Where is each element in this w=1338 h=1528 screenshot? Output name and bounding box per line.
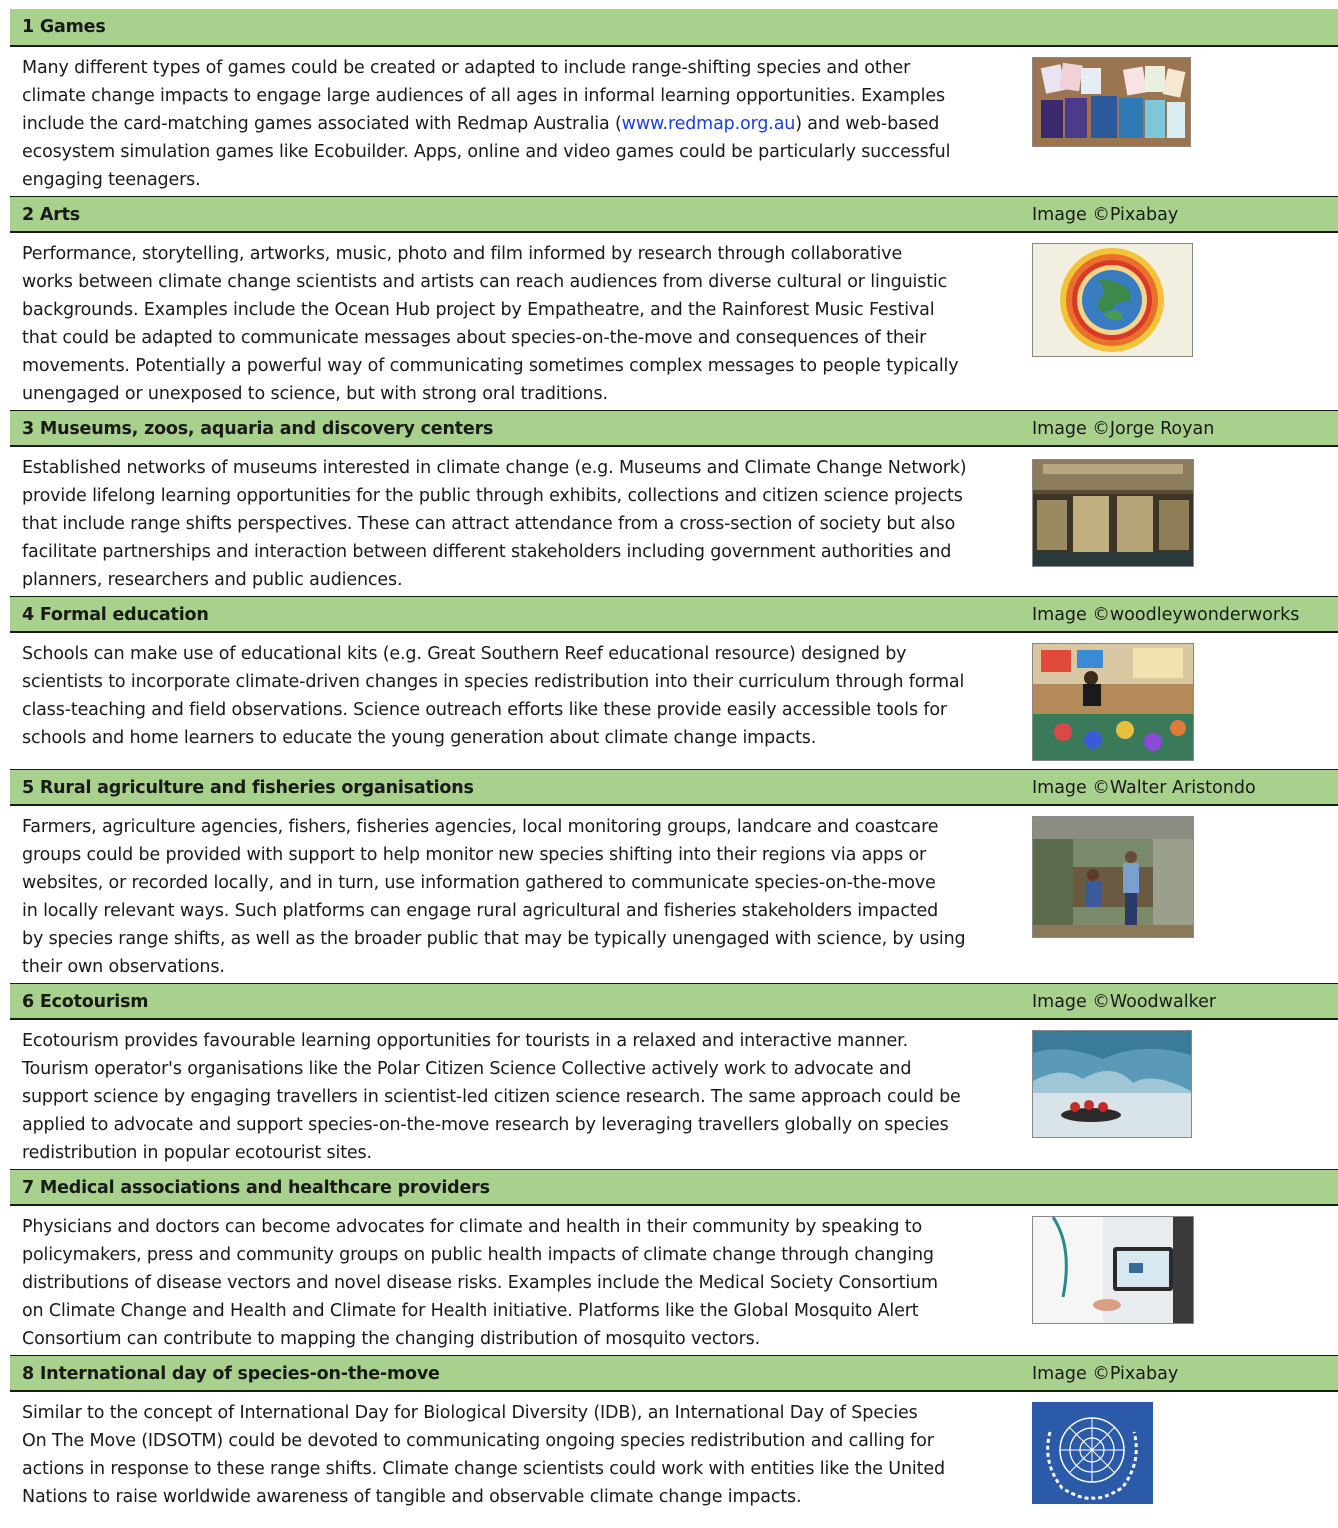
- row-title: 4 Formal education: [22, 605, 209, 625]
- row-title: 7 Medical associations and healthcare providers: [22, 1178, 490, 1198]
- image-credit: Image ©Woodwalker: [1032, 992, 1217, 1012]
- image-credit: Image ©woodleywonderworks: [1032, 605, 1300, 625]
- row-body-international-day: [10, 1392, 1338, 1528]
- museum-hall-image: [1033, 460, 1193, 566]
- image-credit: Image ©Jorge Royan: [1032, 419, 1215, 439]
- row-body-ecotourism: [10, 1020, 1338, 1170]
- row-body-medical: [10, 1206, 1338, 1356]
- row-title: 5 Rural agriculture and fisheries organisations: [22, 778, 474, 798]
- row-header-rural: [10, 770, 1338, 806]
- row-body-arts: [10, 233, 1338, 411]
- row-body-formal-education: [10, 633, 1338, 770]
- card-game-image: [1033, 58, 1190, 146]
- image-credit: Image ©Walter Aristondo: [1032, 778, 1256, 798]
- row-header-medical: [10, 1170, 1338, 1206]
- row-description: Performance, storytelling, artworks, music, photo and film informed by research through collaborative works between climate change scientists and artists can reach audiences from diverse cultural or linguistic backgrounds. Examples include the Ocean Hub project by Empatheatre, and the Rainforest Music Festival that could be adapted to communicate messages about species-on-the-move and consequences of their movements. Potentially a powerful way of communicating sometimes complex messages to people typically unengaged or unexposed to science, but with strong oral traditions.: [22, 244, 959, 404]
- card-game-photo: [1032, 57, 1191, 147]
- earth-painting-image: [1033, 244, 1192, 356]
- classroom-photo: [1032, 643, 1194, 761]
- row-header-formal-education: [10, 597, 1338, 633]
- description-part: Many different types of games could be created or adapted to include range-shifting species and other climate change impacts to engage large audiences of all ages in informal learning opportunities. Examples include the card-matching games associated with Redmap Australia (: [22, 58, 945, 134]
- museum-hall-photo: [1032, 459, 1194, 567]
- un-emblem: [1032, 1402, 1153, 1504]
- row-description: Similar to the concept of International Day for Biological Diversity (IDB), an International Day of Species On The Move (IDSOTM) could be devoted to communicating ongoing species redistribution and calling for actions in response to these range shifts. Climate change scientists could work with entities like the United Nations to raise worldwide awareness of tangible and observable climate change impacts.: [22, 1403, 945, 1507]
- row-body-games: [10, 47, 1338, 197]
- row-title: 1 Games: [22, 17, 106, 37]
- row-title: 6 Ecotourism: [22, 992, 149, 1012]
- glacier-boat-photo: [1032, 1030, 1192, 1138]
- glacier-boat-image: [1033, 1031, 1191, 1137]
- description-part: ) and web-based ecosystem simulation games like Ecobuilder. Apps, online and video games could be particularly successful engaging teenagers.: [22, 114, 951, 190]
- farmers-photo: [1032, 816, 1194, 938]
- row-header-ecotourism: [10, 984, 1338, 1020]
- image-credit: Image ©Pixabay: [1032, 205, 1179, 225]
- row-description: [22, 54, 1012, 194]
- redmap-link[interactable]: www.redmap.org.au: [621, 114, 796, 134]
- row-header-museums: [10, 411, 1338, 447]
- row-title: 3 Museums, zoos, aquaria and discovery centers: [22, 419, 494, 439]
- un-emblem-image: [1032, 1402, 1153, 1504]
- row-description: Farmers, agriculture agencies, fishers, fisheries agencies, local monitoring groups, landcare and coastcare groups could be provided with support to help monitor new species shifting into their regions via apps or websites, or recorded locally, and in turn, use information gathered to communicate species-on-the-move in locally relevant ways. Such platforms can engage rural agricultural and fisheries stakeholders impacted by species range shifts, as well as the broader public that may be typically unengaged with science, by using their own observations.: [22, 817, 966, 977]
- doctor-tablet-image: [1033, 1217, 1193, 1323]
- row-title: 8 International day of species-on-the-move: [22, 1364, 440, 1384]
- row-header-international-day: [10, 1356, 1338, 1392]
- row-header-games: [10, 9, 1338, 47]
- row-body-rural: [10, 806, 1338, 984]
- doctor-tablet-photo: [1032, 1216, 1194, 1324]
- row-body-museums: [10, 447, 1338, 597]
- earth-painting-photo: [1032, 243, 1193, 357]
- row-description: Schools can make use of educational kits (e.g. Great Southern Reef educational resource) designed by scientists to incorporate climate-driven changes in species redistribution into their curriculum through formal class-teaching and field observations. Science outreach efforts like these provide easily accessible tools for schools and home learners to educate the young generation about climate change impacts.: [22, 644, 965, 748]
- image-credit: Image ©Pixabay: [1032, 1364, 1179, 1384]
- classroom-image: [1033, 644, 1193, 760]
- row-header-arts: [10, 197, 1338, 233]
- row-description: Ecotourism provides favourable learning opportunities for tourists in a relaxed and interactive manner. Tourism operator's organisations like the Polar Citizen Science Collective actively work to advocate and support science by engaging travellers in scientist-led citizen science research. The same approach could be applied to advocate and support species-on-the-move research by leveraging travellers globally on species redistribution in popular ecotourist sites.: [22, 1031, 961, 1163]
- outreach-table: [10, 9, 1338, 1528]
- row-description: Established networks of museums interested in climate change (e.g. Museums and Climate Change Network) provide lifelong learning opportunities for the public through exhibits, collections and citizen science projects that include range shifts perspectives. These can attract attendance from a cross-section of society but also facilitate partnerships and interaction between different stakeholders including government authorities and planners, researchers and public audiences.: [22, 458, 967, 590]
- row-title: 2 Arts: [22, 205, 81, 225]
- row-description: Physicians and doctors can become advocates for climate and health in their community by speaking to policymakers, press and community groups on public health impacts of climate change through changing distributions of disease vectors and novel disease risks. Examples include the Medical Society Consortium on Climate Change and Health and Climate for Health initiative. Platforms like the Global Mosquito Alert Consortium can contribute to mapping the changing distribution of mosquito vectors.: [22, 1217, 938, 1349]
- farmers-image: [1033, 817, 1193, 937]
